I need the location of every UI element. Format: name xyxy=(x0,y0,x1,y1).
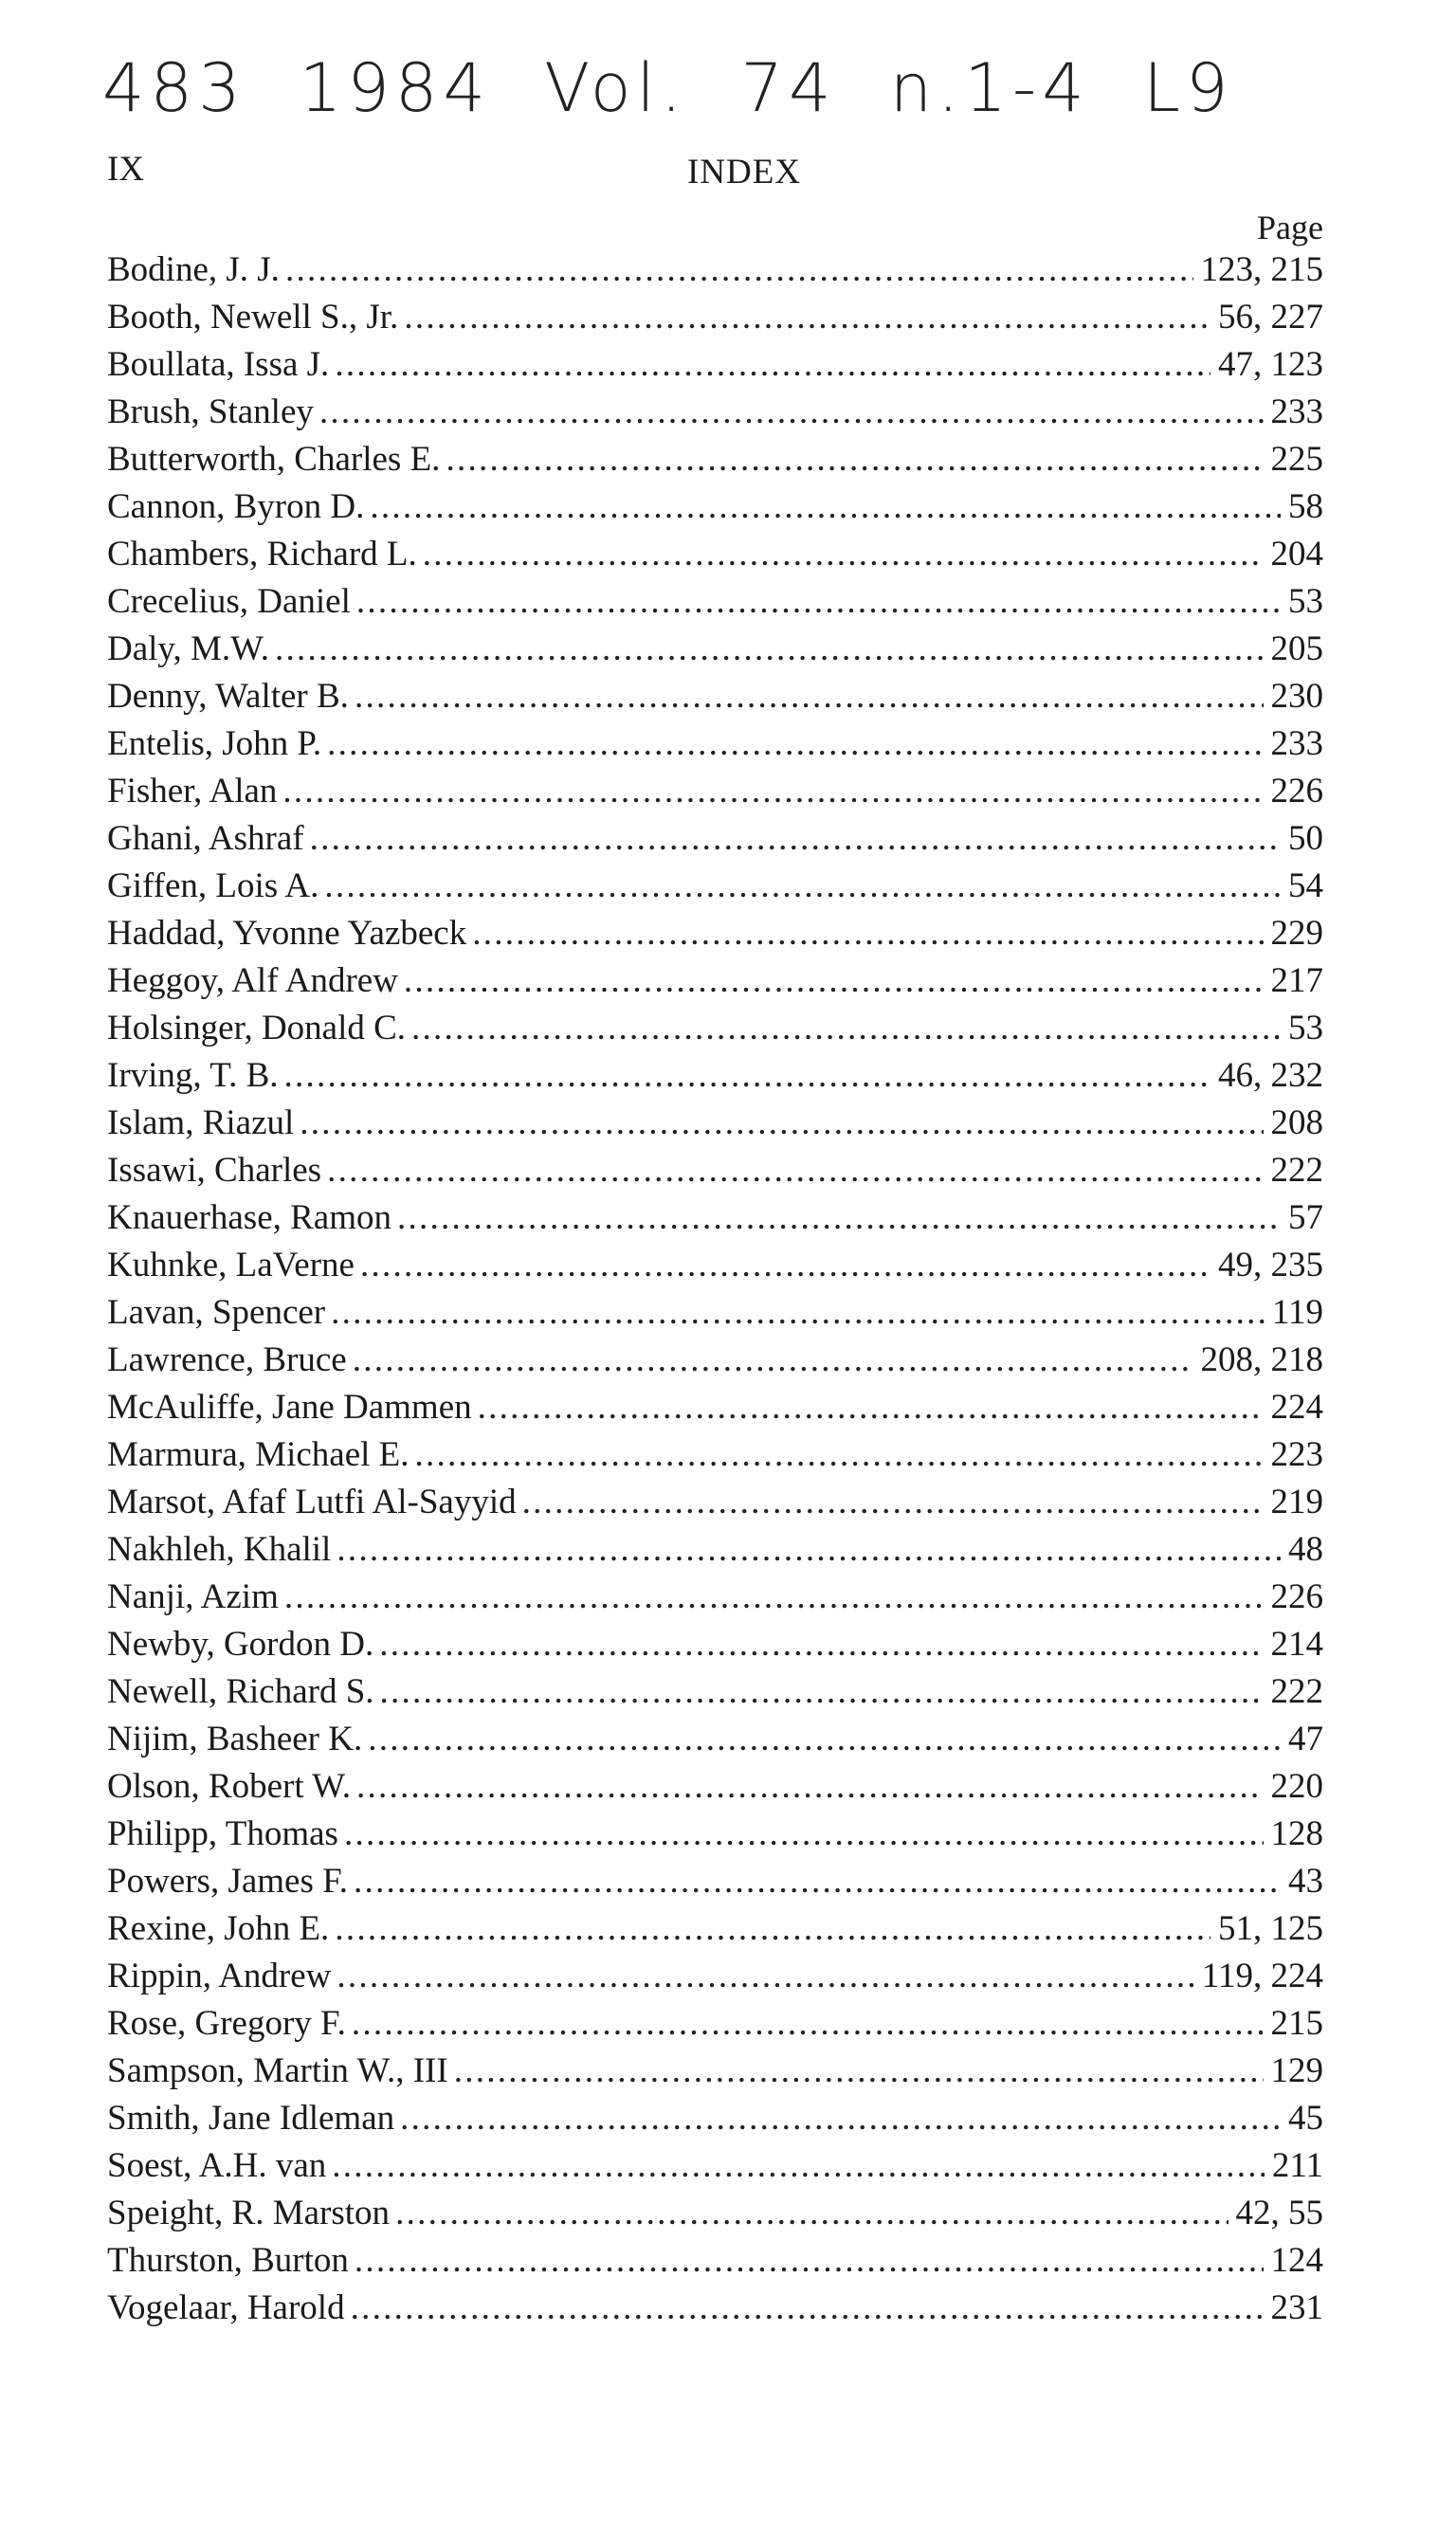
entry-author-name: Newby, Gordon D. xyxy=(107,1625,374,1664)
entry-author-name: Sampson, Martin W., III xyxy=(107,2051,448,2090)
entry-page-numbers: 224 xyxy=(1270,1388,1323,1427)
entry-author-name: Daly, M.W. xyxy=(107,629,269,668)
index-entry xyxy=(107,910,1323,957)
dot-leader xyxy=(404,294,1210,341)
entry-page-numbers: 47, 123 xyxy=(1218,345,1323,384)
entry-author-name: Marmura, Michael E. xyxy=(107,1435,410,1474)
entry-author-name: Rose, Gregory F. xyxy=(107,2004,346,2043)
dot-leader xyxy=(331,1289,1265,1337)
entry-page-numbers: 119, 224 xyxy=(1201,1957,1323,1995)
dot-leader xyxy=(284,1052,1210,1100)
index-entry xyxy=(107,483,1323,531)
entry-author-name: Smith, Jane Idleman xyxy=(107,2099,395,2138)
entry-page-numbers: 53 xyxy=(1288,582,1323,621)
entry-author-name: Cannon, Byron D. xyxy=(107,487,365,526)
dot-leader xyxy=(327,720,1263,768)
entry-author-name: Nakhleh, Khalil xyxy=(107,1530,332,1569)
index-entry xyxy=(107,1005,1323,1052)
entry-author-name: Newell, Richard S. xyxy=(107,1672,374,1711)
entry-page-numbers: 226 xyxy=(1270,1577,1323,1616)
entry-author-name: Rexine, John E. xyxy=(107,1909,330,1948)
entry-author-name: Vogelaar, Harold xyxy=(107,2288,345,2327)
entry-page-numbers: 129 xyxy=(1270,2051,1323,2090)
index-entry xyxy=(107,1337,1323,1384)
dot-leader xyxy=(319,389,1264,436)
dot-leader xyxy=(423,531,1264,578)
entry-author-name: Heggoy, Alf Andrew xyxy=(107,961,398,1000)
index-entry xyxy=(107,578,1323,626)
index-entry xyxy=(107,1052,1323,1100)
entry-author-name: Speight, R. Marston xyxy=(107,2194,391,2232)
index-entry xyxy=(107,1289,1323,1337)
entry-page-numbers: 54 xyxy=(1288,866,1323,905)
index-entry xyxy=(107,2000,1323,2048)
entry-author-name: Powers, James F. xyxy=(107,1862,348,1901)
index-entry xyxy=(107,1953,1323,2000)
dot-leader xyxy=(368,1716,1281,1763)
dot-leader xyxy=(327,1147,1263,1194)
index-entry xyxy=(107,1716,1323,1763)
entry-page-numbers: 217 xyxy=(1270,961,1323,1000)
index-entry xyxy=(107,1574,1323,1621)
entry-page-numbers: 208 xyxy=(1270,1103,1323,1142)
index-entry xyxy=(107,2237,1323,2285)
index-entry xyxy=(107,863,1323,910)
entry-author-name: Entelis, John P. xyxy=(107,724,322,763)
index-entry xyxy=(107,626,1323,673)
entry-author-name: Olson, Robert W. xyxy=(107,1767,351,1806)
dot-leader xyxy=(356,1763,1264,1811)
index-entry xyxy=(107,389,1323,436)
dot-leader xyxy=(335,341,1210,389)
handwritten-call-number: 483 1984 Vol. 74 n.1-4 L9 xyxy=(102,49,1234,127)
dot-leader xyxy=(337,1526,1281,1574)
entry-page-numbers: 226 xyxy=(1270,772,1323,811)
entry-author-name: Philipp, Thomas xyxy=(107,1814,338,1853)
entry-author-name: Brush, Stanley xyxy=(107,392,314,431)
entry-author-name: Bodine, J. J. xyxy=(107,250,280,289)
index-entry xyxy=(107,341,1323,389)
entry-author-name: Denny, Walter B. xyxy=(107,677,349,716)
entry-author-name: Butterworth, Charles E. xyxy=(107,440,441,479)
dot-leader xyxy=(379,1621,1263,1668)
dot-leader xyxy=(353,1337,1193,1384)
index-entry xyxy=(107,1194,1323,1242)
index-entry xyxy=(107,768,1323,815)
dot-leader xyxy=(404,957,1264,1005)
entry-author-name: Nijim, Basheer K. xyxy=(107,1720,363,1758)
dot-leader xyxy=(344,1811,1264,1858)
dot-leader xyxy=(395,2190,1228,2237)
entry-page-numbers: 222 xyxy=(1270,1151,1323,1190)
index-entry xyxy=(107,1905,1323,1953)
index-entry xyxy=(107,1668,1323,1716)
entry-author-name: Soest, A.H. van xyxy=(107,2146,327,2185)
entry-page-numbers: 214 xyxy=(1270,1625,1323,1664)
entry-page-numbers: 219 xyxy=(1270,1483,1323,1521)
entry-page-numbers: 45 xyxy=(1288,2099,1323,2138)
dot-leader xyxy=(284,1574,1264,1621)
entry-author-name: Booth, Newell S., Jr. xyxy=(107,298,399,337)
entry-page-numbers: 231 xyxy=(1270,2288,1323,2327)
index-entry xyxy=(107,2095,1323,2142)
entry-page-numbers: 222 xyxy=(1270,1672,1323,1711)
entry-author-name: Lavan, Spencer xyxy=(107,1293,326,1332)
dot-leader xyxy=(411,1005,1281,1052)
dot-leader xyxy=(472,910,1263,957)
entry-author-name: Giffen, Lois A. xyxy=(107,866,319,905)
entry-author-name: Marsot, Afaf Lutfi Al-Sayyid xyxy=(107,1483,517,1521)
entry-page-numbers: 220 xyxy=(1270,1767,1323,1806)
index-entry xyxy=(107,294,1323,341)
entry-author-name: Fisher, Alan xyxy=(107,772,278,811)
dot-leader xyxy=(355,2237,1264,2285)
entry-page-numbers: 50 xyxy=(1288,819,1323,858)
entry-page-numbers: 223 xyxy=(1270,1435,1323,1474)
index-entry xyxy=(107,815,1323,863)
index-entry xyxy=(107,531,1323,578)
dot-leader xyxy=(275,626,1264,673)
dot-leader xyxy=(352,2000,1264,2048)
dot-leader xyxy=(360,1242,1210,1289)
entry-author-name: Haddad, Yvonne Yazbeck xyxy=(107,914,467,953)
dot-leader xyxy=(370,483,1281,531)
dot-leader xyxy=(400,2095,1281,2142)
dot-leader xyxy=(397,1194,1281,1242)
entry-author-name: Ghani, Ashraf xyxy=(107,819,304,858)
section-number: IX xyxy=(107,150,145,189)
index-entry xyxy=(107,1621,1323,1668)
entry-author-name: Chambers, Richard L. xyxy=(107,535,417,574)
entry-page-numbers: 56, 227 xyxy=(1218,298,1323,337)
index-entry xyxy=(107,1431,1323,1479)
index-entry xyxy=(107,1811,1323,1858)
entry-page-numbers: 211 xyxy=(1271,2146,1323,2185)
entry-page-numbers: 47 xyxy=(1288,1720,1323,1758)
index-entry xyxy=(107,246,1323,294)
entry-page-numbers: 205 xyxy=(1270,629,1323,668)
entry-page-numbers: 123, 215 xyxy=(1200,250,1323,289)
entry-author-name: Kuhnke, LaVerne xyxy=(107,1246,355,1284)
entry-page-numbers: 49, 235 xyxy=(1218,1246,1323,1284)
entry-author-name: Boullata, Issa J. xyxy=(107,345,330,384)
dot-leader xyxy=(522,1479,1264,1526)
entry-author-name: McAuliffe, Jane Dammen xyxy=(107,1388,472,1427)
entry-author-name: Rippin, Andrew xyxy=(107,1957,332,1995)
index-entry xyxy=(107,957,1323,1005)
entry-author-name: Issawi, Charles xyxy=(107,1151,322,1190)
entry-page-numbers: 230 xyxy=(1270,677,1323,716)
entry-page-numbers: 225 xyxy=(1270,440,1323,479)
dot-leader xyxy=(310,815,1281,863)
index-entry xyxy=(107,720,1323,768)
index-entry xyxy=(107,1242,1323,1289)
dot-leader xyxy=(446,436,1263,483)
entry-author-name: Holsinger, Donald C. xyxy=(107,1009,407,1047)
dot-leader xyxy=(380,1668,1264,1716)
index-entry xyxy=(107,673,1323,720)
dot-leader xyxy=(332,2142,1265,2190)
entry-page-numbers: 204 xyxy=(1270,535,1323,574)
index-entry xyxy=(107,1858,1323,1905)
index-entry xyxy=(107,1147,1323,1194)
entry-page-numbers: 58 xyxy=(1288,487,1323,526)
index-entry xyxy=(107,1100,1323,1147)
index-entry xyxy=(107,436,1323,483)
index-entry xyxy=(107,2048,1323,2095)
dot-leader xyxy=(354,1858,1281,1905)
page-title: INDEX xyxy=(687,153,802,191)
entry-page-numbers: 43 xyxy=(1288,1862,1323,1901)
entry-page-numbers: 51, 125 xyxy=(1218,1909,1323,1948)
entry-page-numbers: 57 xyxy=(1288,1198,1323,1237)
entry-author-name: Crecelius, Daniel xyxy=(107,582,351,621)
dot-leader xyxy=(282,768,1263,815)
entry-author-name: Knauerhase, Ramon xyxy=(107,1198,392,1237)
entry-page-numbers: 42, 55 xyxy=(1235,2194,1323,2232)
dot-leader xyxy=(415,1431,1264,1479)
index-entry-list xyxy=(107,246,1323,2332)
index-entry xyxy=(107,2285,1323,2332)
entry-page-numbers: 48 xyxy=(1288,1530,1323,1569)
entry-page-numbers: 124 xyxy=(1270,2241,1323,2280)
entry-page-numbers: 233 xyxy=(1270,724,1323,763)
index-entry xyxy=(107,1763,1323,1811)
entry-author-name: Thurston, Burton xyxy=(107,2241,349,2280)
dot-leader xyxy=(337,1953,1193,2000)
entry-page-numbers: 53 xyxy=(1288,1009,1323,1047)
dot-leader xyxy=(454,2048,1264,2095)
dot-leader xyxy=(335,1905,1210,1953)
dot-leader xyxy=(351,2285,1264,2332)
dot-leader xyxy=(355,673,1264,720)
entry-page-numbers: 215 xyxy=(1270,2004,1323,2043)
entry-author-name: Islam, Riazul xyxy=(107,1103,295,1142)
index-entry xyxy=(107,1526,1323,1574)
entry-author-name: Lawrence, Bruce xyxy=(107,1340,347,1379)
index-entry xyxy=(107,2142,1323,2190)
entry-page-numbers: 208, 218 xyxy=(1200,1340,1323,1379)
index-entry xyxy=(107,1384,1323,1431)
entry-page-numbers: 229 xyxy=(1270,914,1323,953)
entry-author-name: Irving, T. B. xyxy=(107,1056,279,1095)
page-column-heading: Page xyxy=(1257,209,1323,246)
dot-leader xyxy=(285,246,1193,294)
entry-page-numbers: 233 xyxy=(1270,392,1323,431)
entry-page-numbers: 128 xyxy=(1270,1814,1323,1853)
dot-leader xyxy=(300,1100,1263,1147)
dot-leader xyxy=(324,863,1281,910)
entry-author-name: Nanji, Azim xyxy=(107,1577,279,1616)
dot-leader xyxy=(356,578,1281,626)
dot-leader xyxy=(478,1384,1264,1431)
entry-page-numbers: 119 xyxy=(1271,1293,1323,1332)
entry-page-numbers: 46, 232 xyxy=(1218,1056,1323,1095)
index-entry xyxy=(107,2190,1323,2237)
index-entry xyxy=(107,1479,1323,1526)
